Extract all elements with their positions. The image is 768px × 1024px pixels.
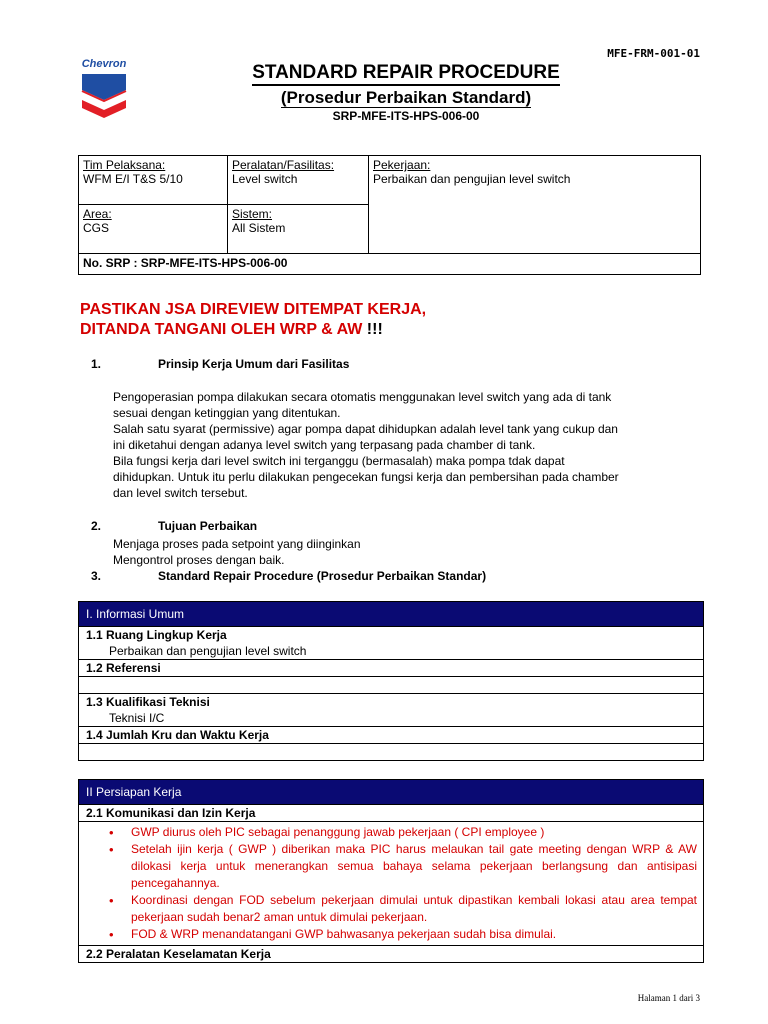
section-1-line: dihidupkan. Untuk itu perlu dilakukan pengecekan fungsi kerja dan pembersihan pada chamber [113, 470, 619, 484]
page-title: STANDARD REPAIR PROCEDURE [0, 62, 768, 84]
kualifikasi-label: 1.3 Kualifikasi Teknisi [79, 693, 703, 710]
referensi-label: 1.2 Referensi [79, 659, 703, 676]
section-1-line: Salah satu syarat (permissive) agar pompa dapat dihidupkan adalah level tank yang cukup dan [113, 422, 618, 436]
informasi-umum-box [78, 601, 704, 761]
list-item: • GWP diurus oleh PIC sebagai penanggung jawab pekerjaan ( CPI employee ) [109, 824, 697, 841]
section-3-number: 3. [91, 569, 102, 583]
section-2-line: Menjaga proses pada setpoint yang diinginkan [113, 537, 361, 551]
section-2-title: Tujuan Perbaikan [158, 519, 258, 533]
warning-line-1: PASTIKAN JSA DIREVIEW DITEMPAT KERJA, [80, 301, 427, 318]
pekerjaan-cell [369, 156, 701, 254]
referensi-value [79, 676, 703, 693]
section-1-line: dan level switch tersebut. [113, 486, 248, 500]
section-1-line: Bila fungsi kerja dari level switch ini terganggu (bermasalah) maka pompa tdak dapat [113, 454, 565, 468]
area-cell [79, 205, 228, 254]
section-3-title: Standard Repair Procedure (Prosedur Perbaikan Standar) [158, 569, 487, 583]
ruang-lingkup-value: Perbaikan dan pengujian level switch [109, 644, 307, 658]
jsa-warning [80, 300, 426, 340]
section-2-number: 2. [91, 519, 102, 533]
page-subtitle: (Prosedur Perbaikan Standard) [280, 88, 532, 107]
informasi-umum-header: I. Informasi Umum [79, 602, 703, 626]
pekerjaan-value: Perbaikan dan pengujian level switch [373, 172, 571, 186]
jumlah-kru-value [79, 743, 703, 760]
jumlah-kru-label: 1.4 Jumlah Kru dan Waktu Kerja [79, 726, 703, 743]
sistem-value: All Sistem [232, 221, 286, 235]
tim-value: WFM E/I T&S 5/10 [83, 172, 183, 186]
procedure-header-table [78, 155, 701, 275]
sistem-label: Sistem: [232, 207, 273, 221]
ruang-lingkup-label: 1.1 Ruang Lingkup Kerja [79, 626, 703, 643]
persiapan-kerja-box [78, 779, 704, 963]
peralatan-cell [228, 156, 369, 205]
logo-wordmark: Chevron [81, 58, 127, 70]
area-label: Area: [83, 207, 112, 221]
list-item: • FOD & WRP menandatangani GWP bahwasanya pekerjaan sudah bisa dimulai. [109, 926, 697, 943]
form-code: MFE-FRM-001-01 [607, 47, 700, 60]
persiapan-kerja-header: II Persiapan Kerja [79, 780, 703, 804]
section-2-body [113, 536, 703, 568]
sistem-cell [228, 205, 369, 254]
section-1-line: sesuai dengan ketinggian yang ditentukan. [113, 406, 341, 420]
page-number: Halaman 1 dari 3 [637, 993, 700, 1003]
list-item: • Koordinasi dengan FOD sebelum pekerjaan dimulai untuk dipastikan kembali lokasi atau area tempat pekerjaan sudah benar2 aman untuk dimulai pekerjaan. [109, 892, 697, 926]
section-1-line: Pengoperasian pompa dilakukan secara otomatis menggunakan level switch yang ada di tank [113, 390, 612, 404]
komunikasi-label: 2.1 Komunikasi dan Izin Kerja [79, 804, 703, 821]
pekerjaan-label: Pekerjaan: [373, 158, 431, 172]
section-1-title: Prinsip Kerja Umum dari Fasilitas [158, 357, 350, 371]
area-value: CGS [83, 221, 110, 235]
srp-number: No. SRP : SRP-MFE-ITS-HPS-006-00 [79, 254, 701, 275]
komunikasi-bullets [79, 821, 703, 945]
tim-cell [79, 156, 228, 205]
section-1-line: ini diketahui dengan adanya level switch yang terpasang pada chamber di tank. [113, 438, 536, 452]
list-item: • Setelah ijin kerja ( GWP ) diberikan maka PIC harus melaukan tail gate meeting dengan WRP & AW dilokasi kerja untuk menerangkan semua bahaya selama pekerjaan berlangsung dan antisipasi pencegahannya. [109, 841, 697, 892]
section-2-line: Mengontrol proses dengan baik. [113, 553, 285, 567]
tim-label: Tim Pelaksana: [83, 158, 166, 172]
kualifikasi-value: Teknisi I/C [109, 711, 165, 725]
document-code: SRP-MFE-ITS-HPS-006-00 [332, 109, 480, 123]
peralatan-value: Level switch [232, 172, 298, 186]
section-1-body [113, 389, 703, 501]
peralatan-label: Peralatan/Fasilitas: [232, 158, 335, 172]
warning-line-2: DITANDA TANGANI OLEH WRP & AW !!! [80, 321, 383, 338]
peralatan-keselamatan-label: 2.2 Peralatan Keselamatan Kerja [79, 945, 703, 962]
section-1-number: 1. [91, 357, 102, 371]
